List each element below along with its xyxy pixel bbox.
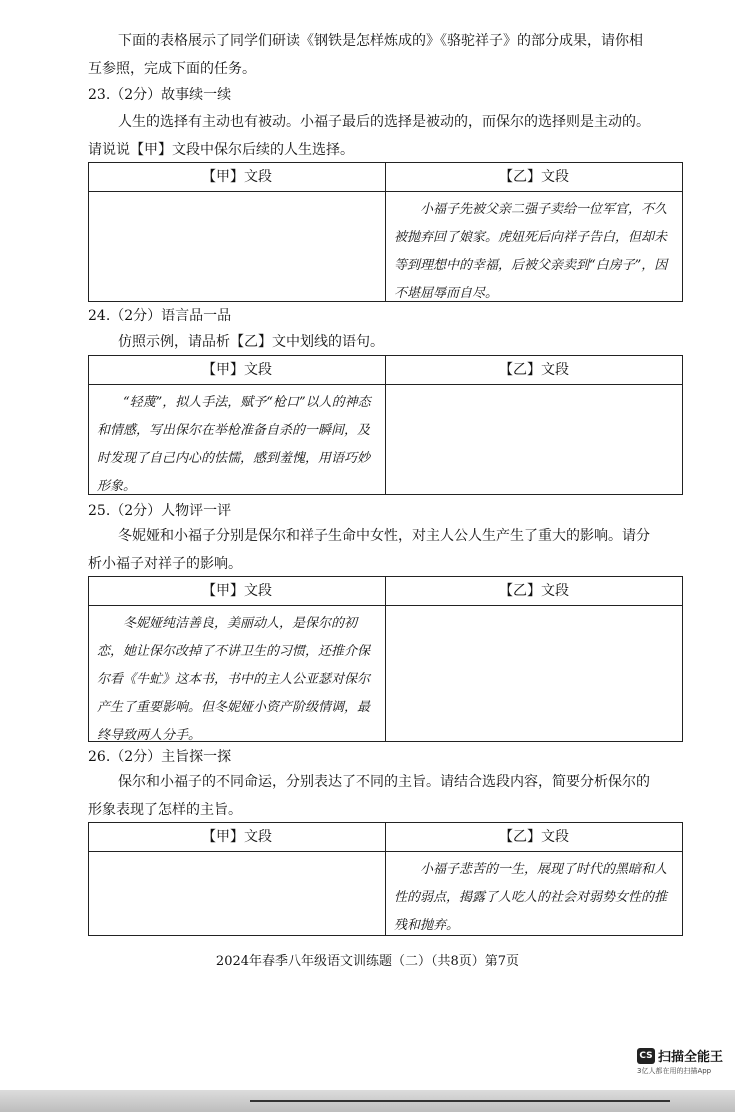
q26-instruction-2: 形象表现了怎样的主旨。 xyxy=(88,802,242,818)
q25-instruction-1: 冬妮娅和小福子分别是保尔和祥子生命中女性，对主人公人生产生了重大的影响。请分 xyxy=(118,528,650,544)
q26-instruction-1: 保尔和小福子的不同命运，分别表达了不同的主旨。请结合选段内容，简要分析保尔的 xyxy=(118,774,650,790)
q25-table xyxy=(88,576,683,742)
q23-title: 23.（2分）故事续一续 xyxy=(88,87,232,103)
table-body-row xyxy=(89,385,682,495)
table-body-row xyxy=(89,192,682,302)
header-yi: 【乙】文段 xyxy=(499,362,569,378)
table-body-row xyxy=(89,606,682,742)
header-jia: 【甲】文段 xyxy=(89,577,386,605)
passage-yi: 小福子先被父亲二强子卖给一位军官，不久被抛弃回了娘家。虎妞死后向祥子告白，但却未等到理想中的幸福，后被父亲卖到“白房子”，因不堪屈辱而自尽。 xyxy=(394,202,668,301)
q26-table xyxy=(88,822,683,936)
example-jia: “轻蔑”，拟人手法，赋予“枪口”以人的神态和情感，写出保尔在举枪准备自杀的一瞬间，及时发现了自己内心的怯懦，感到羞愧，用语巧妙形象。 xyxy=(89,385,386,495)
q23-instruction-2: 请说说【甲】文段中保尔后续的人生选择。 xyxy=(88,142,354,158)
q26-title: 26.（2分）主旨探一探 xyxy=(88,749,232,765)
answer-area-jia[interactable] xyxy=(89,192,386,302)
q25-title: 25.（2分）人物评一评 xyxy=(88,503,232,519)
q23-table xyxy=(88,162,683,302)
table-header-row xyxy=(89,577,682,606)
page-footer: 2024年春季八年级语文训练题（二）（共8页）第7页 xyxy=(215,954,520,969)
header-yi: 【乙】文段 xyxy=(499,829,569,845)
intro-line-1: 下面的表格展示了同学们研读《钢铁是怎样炼成的》《骆驼祥子》的部分成果，请你相 xyxy=(118,33,643,49)
header-yi: 【乙】文段 xyxy=(499,169,569,185)
scanner-tagline: 3亿人都在用的扫描App xyxy=(637,1067,712,1075)
table-header-row xyxy=(89,823,682,852)
q24-table xyxy=(88,355,683,495)
answer-area-yi[interactable] xyxy=(386,385,682,495)
answer-area-yi[interactable] xyxy=(386,606,682,742)
q24-title: 24.（2分）语言品一品 xyxy=(88,308,232,324)
scan-edge-line xyxy=(250,1100,670,1102)
scanner-logo xyxy=(637,1045,723,1065)
header-yi: 【乙】文段 xyxy=(499,583,569,599)
q24-instruction-1: 仿照示例，请品析【乙】文中划线的语句。 xyxy=(118,334,384,350)
q23-instruction-1: 人生的选择有主动也有被动。小福子最后的选择是被动的，而保尔的选择则是主动的。 xyxy=(118,114,650,130)
intro-line-2: 互参照，完成下面的任务。 xyxy=(88,61,256,77)
q25-instruction-2: 析小福子对祥子的影响。 xyxy=(88,556,242,572)
header-jia: 【甲】文段 xyxy=(89,823,386,851)
header-jia: 【甲】文段 xyxy=(89,163,386,191)
passage-yi: 小福子悲苦的一生，展现了时代的黑暗和人性的弱点，揭露了人吃人的社会对弱势女性的推残和抛弃。 xyxy=(394,862,668,933)
example-jia: 冬妮娅纯洁善良，美丽动人，是保尔的初恋，她让保尔改掉了不讲卫生的习惯，还推介保尔看《牛虻》这本书，书中的主人公亚瑟对保尔产生了重要影响。但冬妮娅小资产阶级情调，最终导致两人分手。 xyxy=(89,606,386,742)
header-jia: 【甲】文段 xyxy=(89,356,386,384)
scanner-app-name: 扫描全能王 xyxy=(658,1050,724,1065)
table-header-row xyxy=(89,356,682,385)
table-body-row xyxy=(89,852,682,936)
cs-logo-icon: CS xyxy=(637,1048,655,1064)
table-header-row xyxy=(89,163,682,192)
answer-area-jia[interactable] xyxy=(89,852,386,936)
